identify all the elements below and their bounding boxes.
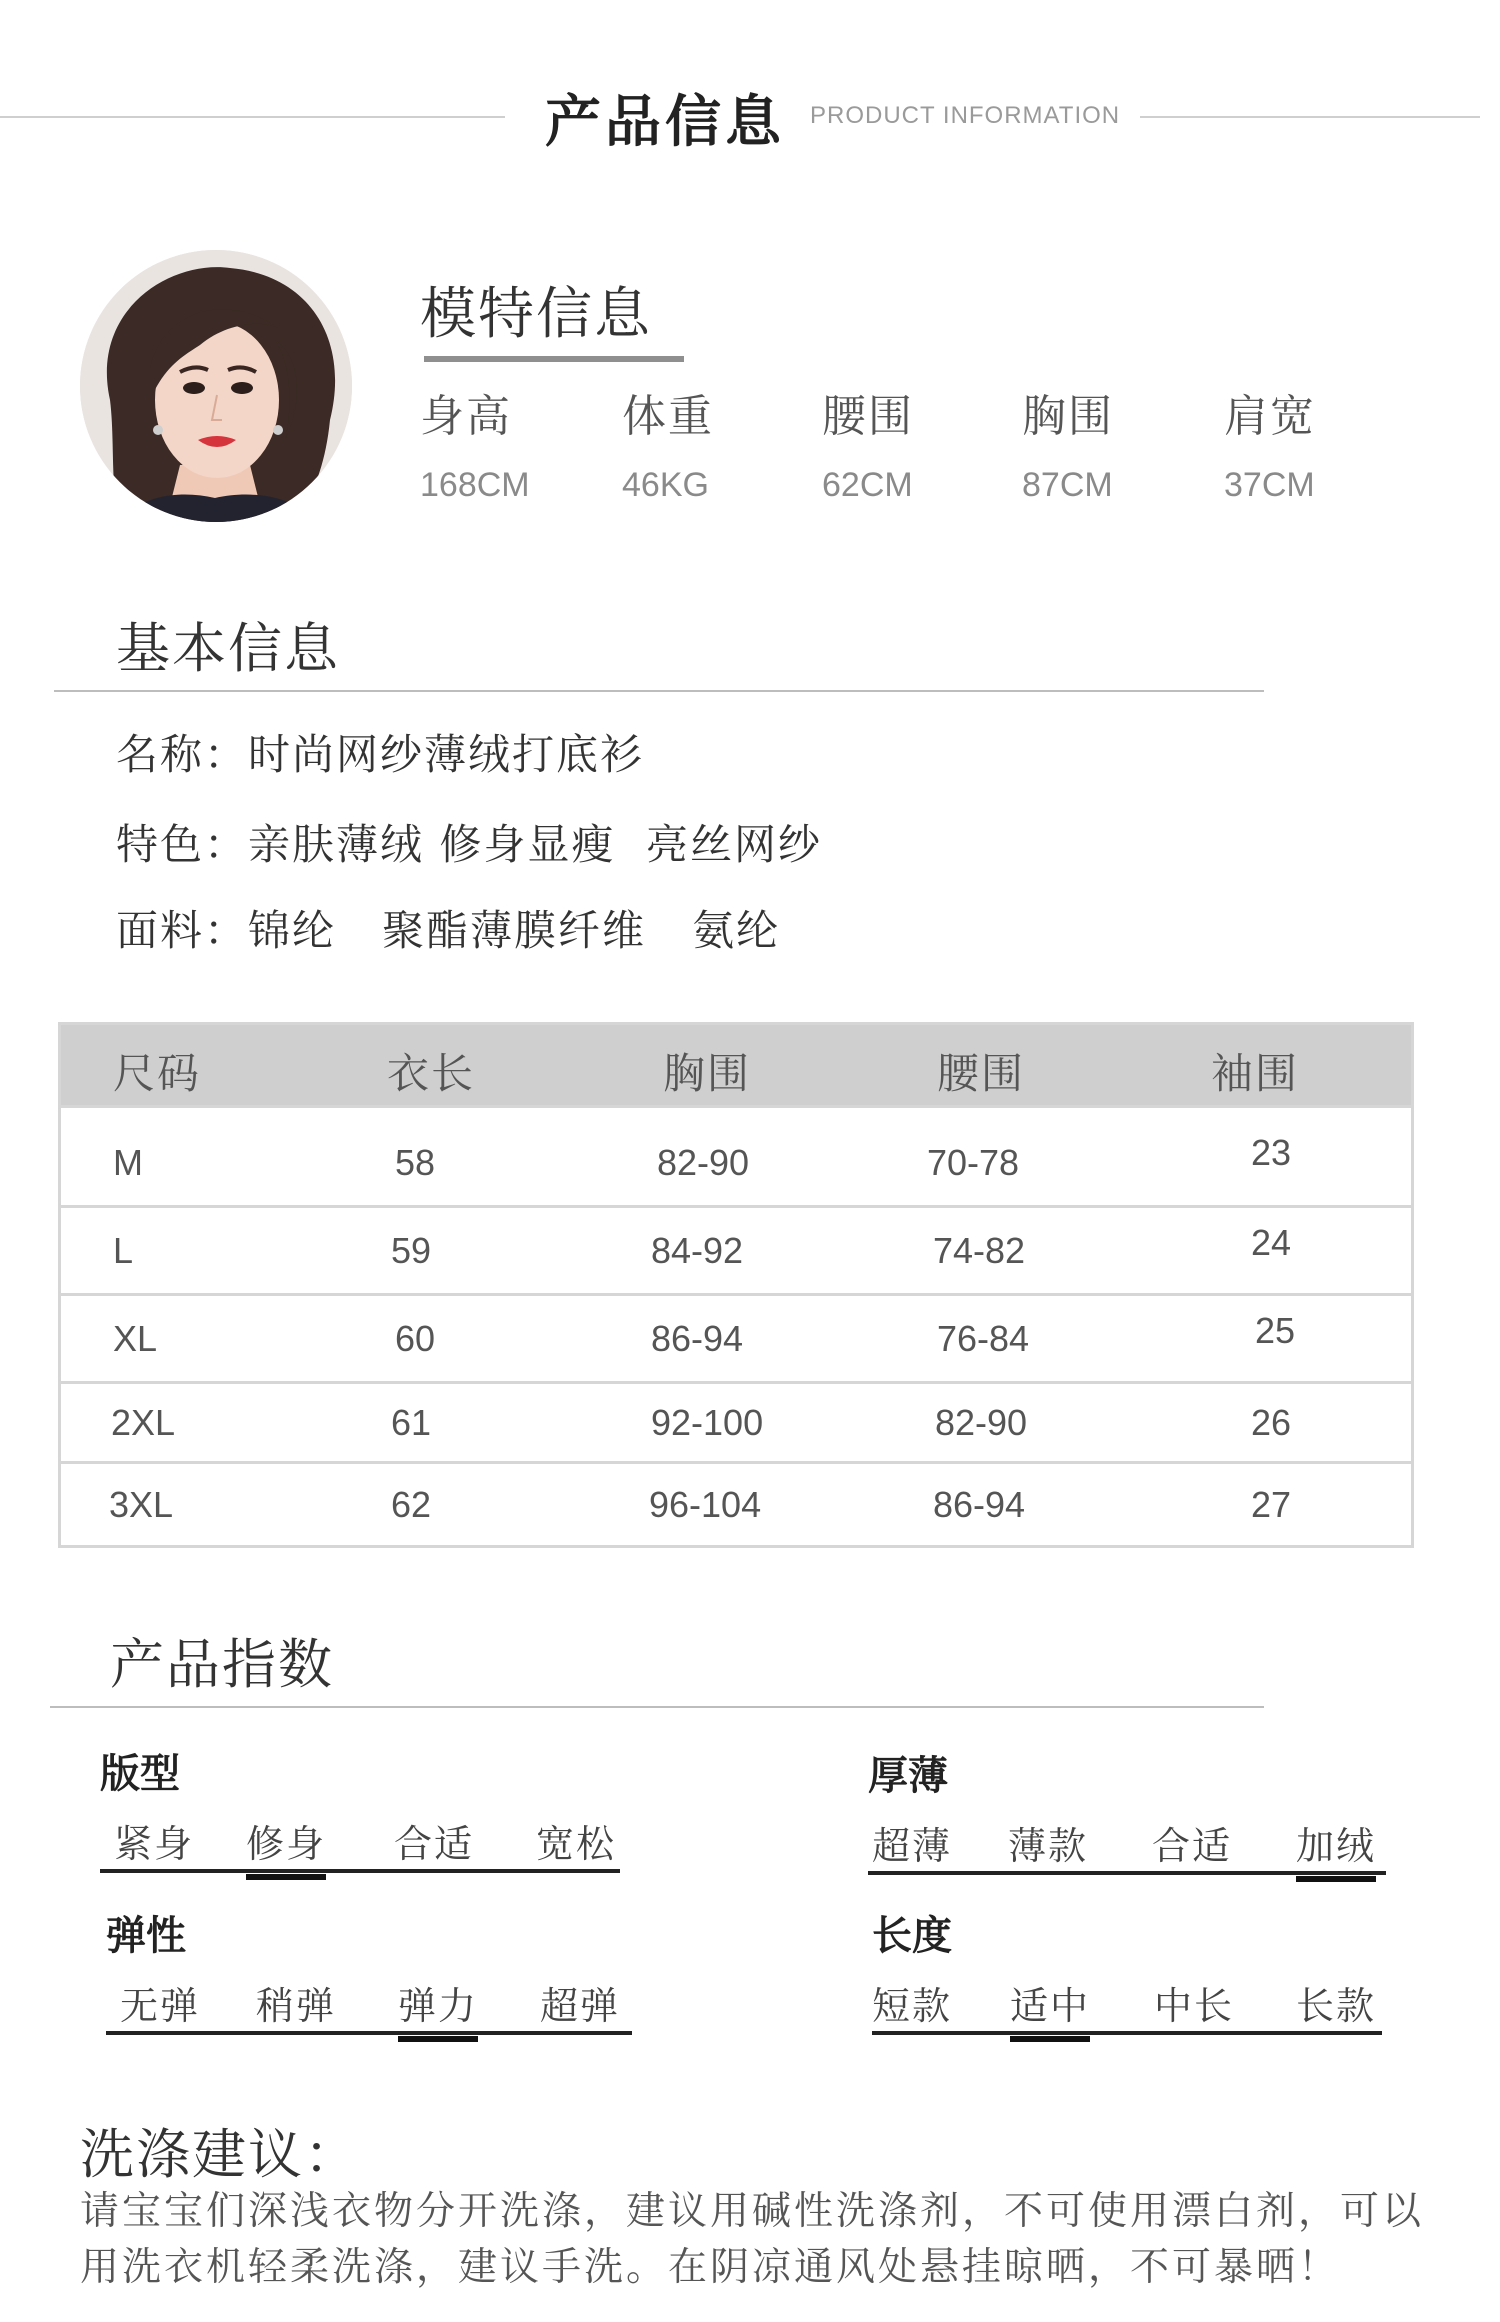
measure-weight bbox=[622, 380, 782, 505]
index-baseline bbox=[868, 1871, 1386, 1875]
measure-height bbox=[420, 380, 580, 505]
header-rule-right bbox=[1140, 116, 1480, 118]
measure-value: 168CM bbox=[420, 466, 530, 504]
header-bust: 胸围 bbox=[663, 1049, 752, 1098]
basic-info-rule bbox=[54, 690, 1264, 692]
table-header bbox=[61, 1025, 1411, 1105]
header-length: 衣长 bbox=[387, 1049, 476, 1098]
index-option: 超薄 bbox=[872, 1824, 953, 1868]
index-options bbox=[868, 1815, 1388, 1885]
table-row bbox=[61, 1205, 1411, 1293]
page-subtitle: PRODUCT INFORMATION bbox=[810, 102, 1121, 129]
cell: 84-92 bbox=[651, 1230, 744, 1271]
cell: 82-90 bbox=[657, 1142, 750, 1183]
product-index-title: 产品指数 bbox=[110, 1633, 334, 1696]
cell: 70-78 bbox=[927, 1142, 1020, 1183]
index-option: 宽松 bbox=[536, 1822, 617, 1866]
index-baseline bbox=[106, 2031, 632, 2035]
cell: 26 bbox=[1251, 1402, 1292, 1443]
table-row bbox=[61, 1105, 1411, 1205]
index-title: 厚薄 bbox=[868, 1753, 948, 1799]
measure-waist bbox=[822, 380, 982, 505]
header-sleeve: 袖围 bbox=[1211, 1049, 1300, 1098]
index-option: 超弹 bbox=[540, 1984, 621, 2028]
index-options bbox=[100, 1813, 620, 1883]
model-info-underline bbox=[424, 356, 684, 362]
header-waist: 腰围 bbox=[937, 1049, 1026, 1098]
cell: 25 bbox=[1255, 1310, 1296, 1351]
size-table bbox=[58, 1022, 1414, 1548]
cell: 3XL bbox=[109, 1484, 174, 1525]
measure-value: 87CM bbox=[1022, 466, 1113, 504]
measure-bust bbox=[1022, 380, 1182, 505]
cell: 82-90 bbox=[935, 1402, 1028, 1443]
product-index-rule bbox=[50, 1706, 1264, 1708]
index-option: 中长 bbox=[1154, 1984, 1235, 2028]
index-thickness bbox=[868, 1744, 1388, 1885]
index-option-selected: 修身 bbox=[246, 1813, 326, 1880]
index-option: 合适 bbox=[1152, 1824, 1233, 1868]
index-option: 稍弹 bbox=[256, 1984, 337, 2028]
index-title: 版型 bbox=[100, 1751, 180, 1797]
index-fit bbox=[100, 1742, 620, 1883]
cell: 92-100 bbox=[651, 1402, 764, 1443]
index-length bbox=[872, 1904, 1382, 2045]
cell: 86-94 bbox=[651, 1318, 744, 1359]
measure-label: 腰围 bbox=[822, 391, 914, 442]
index-options bbox=[872, 1975, 1382, 2045]
index-baseline bbox=[100, 1869, 620, 1873]
index-option: 紧身 bbox=[114, 1822, 195, 1866]
table-row bbox=[61, 1381, 1411, 1461]
index-option-selected: 适中 bbox=[1010, 1975, 1090, 2042]
index-elasticity bbox=[106, 1904, 632, 2045]
header-rule-left bbox=[0, 116, 505, 118]
page-title: 产品信息 bbox=[545, 90, 785, 155]
cell: 86-94 bbox=[933, 1484, 1026, 1525]
index-option: 薄款 bbox=[1008, 1824, 1089, 1868]
index-option: 长款 bbox=[1296, 1984, 1377, 2028]
wash-text: 请宝宝们深浅衣物分开洗涤，建议用碱性洗涤剂，不可使用漂白剂，可以用洗衣机轻柔洗涤，建议手洗。在阴凉通风处悬挂晾晒，不可暴晒！ bbox=[80, 2189, 1425, 2290]
cell: 74-82 bbox=[933, 1230, 1026, 1271]
basic-info-title: 基本信息 bbox=[116, 617, 340, 680]
measure-shoulder bbox=[1224, 380, 1384, 505]
index-option: 合适 bbox=[394, 1822, 475, 1866]
index-options bbox=[106, 1975, 632, 2045]
header-size: 尺码 bbox=[113, 1049, 202, 1098]
cell: 27 bbox=[1251, 1484, 1292, 1525]
measure-value: 37CM bbox=[1224, 466, 1315, 504]
index-title: 长度 bbox=[872, 1913, 952, 1959]
measure-label: 胸围 bbox=[1022, 391, 1114, 442]
cell: XL bbox=[113, 1318, 158, 1359]
model-avatar bbox=[80, 250, 352, 522]
index-option-selected: 弹力 bbox=[398, 1975, 478, 2042]
cell: 60 bbox=[395, 1318, 436, 1359]
info-name: 名称：时尚网纱薄绒打底衫 bbox=[116, 730, 645, 779]
table-row bbox=[61, 1461, 1411, 1545]
measure-value: 62CM bbox=[822, 466, 913, 504]
cell: 2XL bbox=[111, 1402, 176, 1443]
cell: 58 bbox=[395, 1142, 436, 1183]
index-baseline bbox=[872, 2031, 1382, 2035]
table-row bbox=[61, 1293, 1411, 1381]
cell: 23 bbox=[1251, 1132, 1292, 1173]
cell: 24 bbox=[1251, 1222, 1292, 1263]
index-option: 短款 bbox=[872, 1984, 953, 2028]
cell: 96-104 bbox=[649, 1484, 762, 1525]
measure-label: 身高 bbox=[420, 391, 512, 442]
index-title: 弹性 bbox=[106, 1913, 186, 1959]
cell: 76-84 bbox=[937, 1318, 1030, 1359]
cell: M bbox=[113, 1142, 143, 1183]
cell: 59 bbox=[391, 1230, 432, 1271]
cell: 62 bbox=[391, 1484, 432, 1525]
info-features: 特色：亲肤薄绒 修身显瘦 亮丝网纱 bbox=[116, 820, 823, 869]
measure-value: 46KG bbox=[622, 466, 709, 504]
cell: 61 bbox=[391, 1402, 432, 1443]
measure-label: 体重 bbox=[622, 391, 714, 442]
model-info-title: 模特信息 bbox=[420, 282, 652, 347]
index-option-selected: 加绒 bbox=[1296, 1815, 1376, 1882]
index-option: 无弹 bbox=[120, 1984, 201, 2028]
wash-title: 洗涤建议： bbox=[80, 2123, 360, 2186]
measure-label: 肩宽 bbox=[1224, 391, 1316, 442]
info-fabric: 面料：锦纶 聚酯薄膜纤维 氨纶 bbox=[116, 906, 781, 955]
cell: L bbox=[113, 1230, 134, 1271]
